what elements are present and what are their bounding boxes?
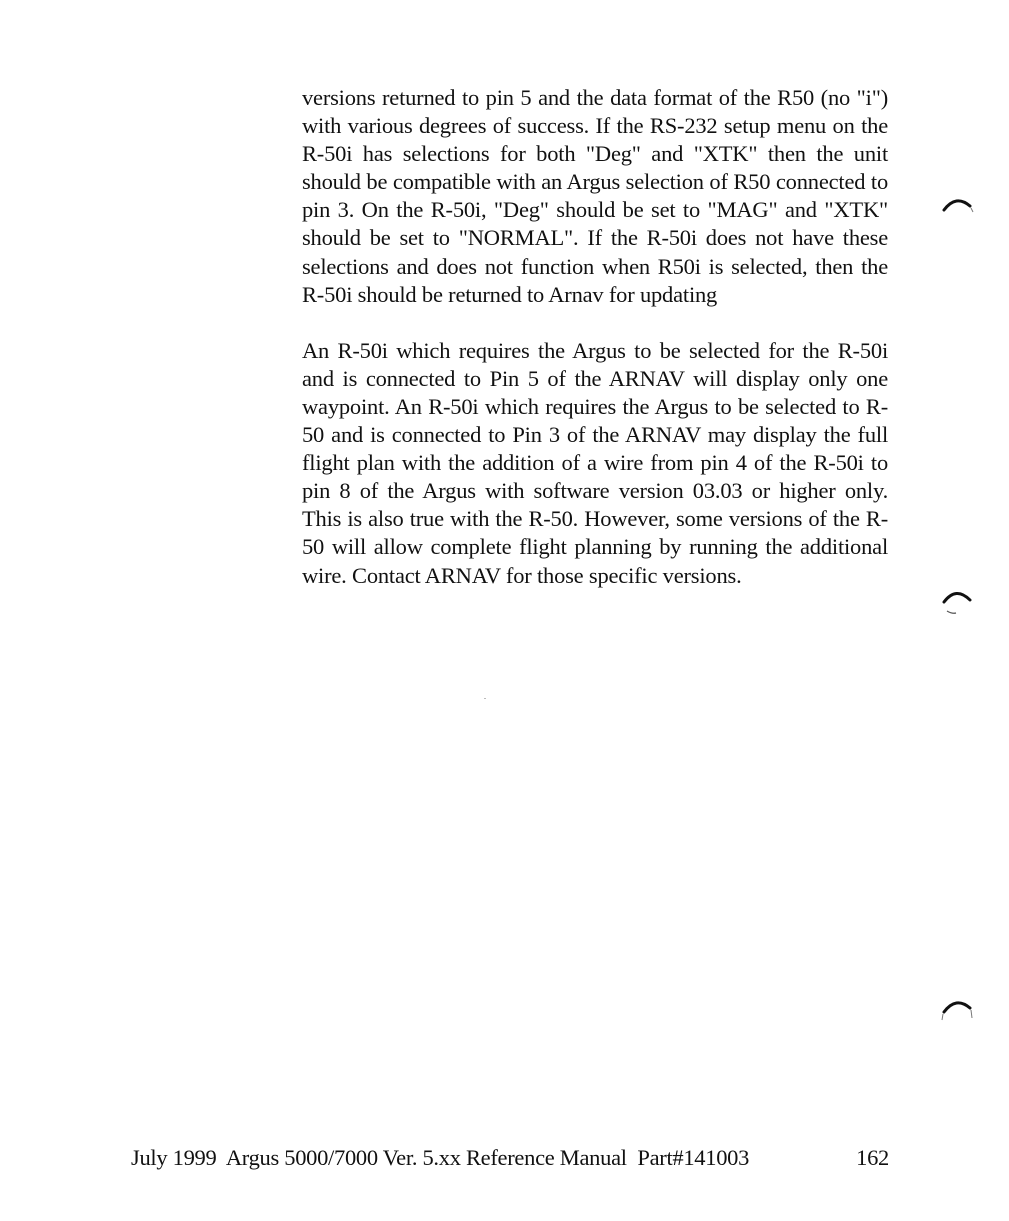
footer-text: July 1999 Argus 5000/7000 Ver. 5.xx Reference Manual Part#141003 [131, 1145, 750, 1170]
paragraph-r50i-setup: versions returned to pin 5 and the data format of the R50 (no "i") with various degrees of success. If the RS-232 setup menu on the R-50i has selections for both "Deg" and "XTK" then the unit should be compatible with an Argus selection of R50 connected to pin 3. On the R-50i, "Deg" should be set to "MAG" and "XTK" should be set to "NORMAL". If the R-50i does not have these selections and does not function when R50i is selected, then the R-50i should be returned to Arnav for updating [302, 85, 888, 307]
scan-speck [484, 698, 486, 699]
page-number: 162 [856, 1145, 889, 1170]
binder-hole-mark-icon [940, 586, 974, 616]
binder-hole-mark-icon [940, 996, 974, 1026]
body-text [302, 84, 888, 590]
paragraph-r50i-wiring: An R-50i which requires the Argus to be selected for the R-50i and is connected to Pin 5 of the ARNAV will display only one waypoint. An R-50i which requires the Argus to be selected to R-50 and is connected to Pin 3 of the ARNAV may display the full flight plan with the addition of a wire from pin 4 of the R-50i to pin 8 of the Argus with software version 03.03 or higher only. This is also true with the R-50. However, some versions of the R-50 will allow complete flight planning by running the additional wire. Contact ARNAV for those specific versions. [302, 337, 888, 588]
page-footer [131, 1144, 889, 1172]
binder-hole-mark-icon [940, 192, 974, 222]
